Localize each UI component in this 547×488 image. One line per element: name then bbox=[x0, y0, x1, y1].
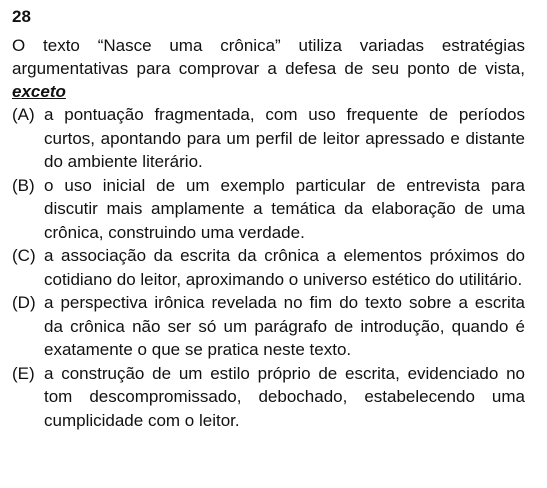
option-text: o uso inicial de um exemplo particular de entrevista para discutir mais amplamente a temática da elaboração de uma crônica, construindo uma verdade. bbox=[44, 175, 525, 242]
option-letter: (C) bbox=[12, 246, 36, 265]
option-text: a pontuação fragmentada, com uso frequente de períodos curtos, apontando para um perfil de leitor apressado e distante do ambiente literário. bbox=[44, 105, 525, 171]
question-stem bbox=[12, 34, 525, 103]
option-a[interactable] bbox=[12, 103, 525, 174]
option-e[interactable] bbox=[12, 362, 525, 433]
option-b[interactable] bbox=[12, 174, 525, 245]
option-c[interactable] bbox=[12, 244, 525, 291]
option-letter: (A) bbox=[12, 105, 35, 124]
option-text: a perspectiva irônica revelada no fim do texto sobre a escrita da crônica não ser só um parágrafo de introdução, quando é exatamente o que se pratica neste texto. bbox=[44, 293, 525, 359]
option-letter: (B) bbox=[12, 175, 35, 195]
option-d[interactable] bbox=[12, 291, 525, 362]
answer-options bbox=[12, 103, 525, 432]
question-number: 28 bbox=[12, 7, 31, 26]
option-letter: (E) bbox=[12, 363, 35, 383]
stem-line-1: O texto “Nasce uma crônica” utiliza variadas estratégias bbox=[12, 36, 525, 55]
stem-emphasis: exceto bbox=[12, 82, 66, 101]
stem-line-2: argumentativas para comprovar a defesa de seu ponto de vista, bbox=[12, 59, 525, 78]
option-text: a construção de um estilo próprio de escrita, evidenciado no tom descompromissado, debochado, estabelecendo uma cumplicidade com o leitor. bbox=[44, 363, 525, 430]
option-letter: (D) bbox=[12, 293, 36, 312]
option-text: a associação da escrita da crônica a elementos próximos do cotidiano do leitor, aproximando o universo estético do utilitário. bbox=[44, 246, 525, 289]
